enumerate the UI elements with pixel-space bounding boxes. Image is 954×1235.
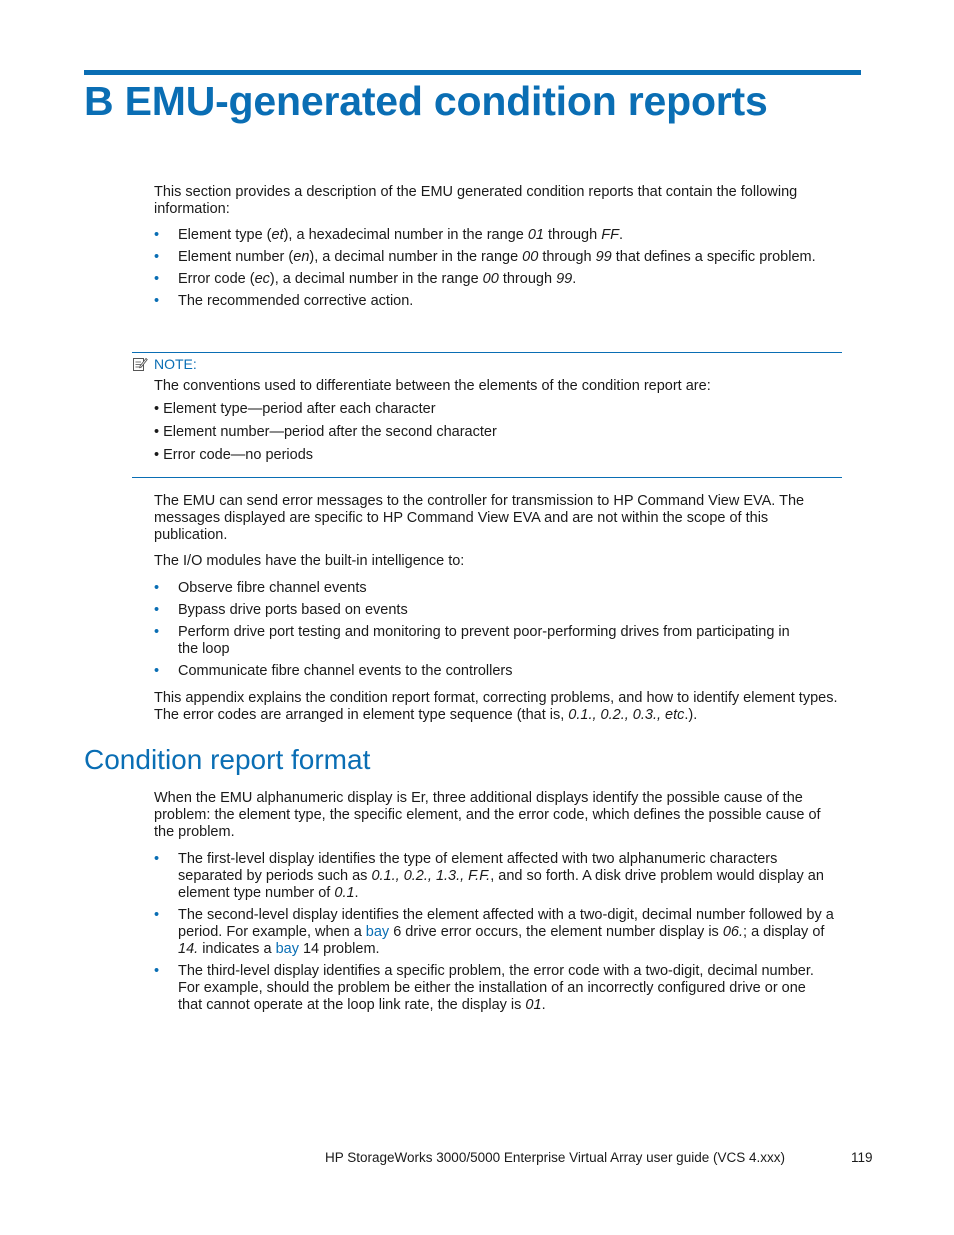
note-body (154, 378, 842, 464)
bullet-icon: • (154, 293, 160, 309)
list-item: • Perform drive port testing and monitoring to prevent poor-performing drives from participating in the loop (154, 624, 790, 657)
bullet-icon: • (154, 963, 160, 979)
list-item: • The recommended corrective action. (154, 293, 414, 309)
note-pencil-icon (132, 356, 148, 372)
bullet-icon: • (154, 227, 160, 243)
appendix-paragraph: This appendix explains the condition report format, correcting problems, and how to identify element types. The error codes are arranged in element type sequence (that is, 0.1., 0.2., 0.3., etc.). (154, 690, 838, 723)
bullet-icon: • (154, 580, 160, 596)
note-item: • Element number—period after the second character (154, 424, 497, 440)
io-section (154, 493, 844, 724)
intro-paragraph: This section provides a description of the EMU generated condition reports that contain the following information: (154, 184, 798, 217)
bullet-icon: • (154, 663, 160, 679)
note-item: • Element type—period after each character (154, 401, 436, 417)
note-header (132, 356, 842, 372)
note-top-rule (132, 352, 842, 353)
list-item: • Error code (ec), a decimal number in the range 00 through 99. (154, 271, 577, 287)
io-intro-paragraph: The I/O modules have the built-in intelligence to: (154, 553, 465, 569)
page-number: 119 (851, 1150, 873, 1165)
note-text: The conventions used to differentiate between the elements of the condition report are: (154, 378, 711, 394)
section-title: Condition report format (84, 744, 371, 775)
bullet-icon: • (154, 271, 160, 287)
intro-section (154, 184, 844, 310)
list-item: • Element type (et), a hexadecimal number in the range 01 through FF. (154, 227, 623, 243)
footer-doc-title: HP StorageWorks 3000/5000 Enterprise Virtual Array user guide (VCS 4.xxx) (325, 1150, 785, 1165)
io-list (154, 580, 844, 680)
condition-format-section (154, 790, 844, 1014)
display-level-list (154, 851, 844, 1014)
list-item: • Bypass drive ports based on events (154, 602, 408, 618)
list-item: • Observe fibre channel events (154, 580, 367, 596)
section-intro: When the EMU alphanumeric display is Er, three additional displays identify the possible cause of the problem: the element type, the specific element, and the error code, which defines the possible cause of the problem. (154, 790, 821, 840)
list-item: • Element number (en), a decimal number in the range 00 through 99 that defines a specific problem. (154, 249, 816, 265)
bullet-icon: • (154, 851, 160, 867)
bullet-icon: • (154, 907, 160, 923)
bay-link[interactable]: bay (275, 941, 299, 957)
emu-paragraph: The EMU can send error messages to the controller for transmission to HP Command View EVA. The messages displayed are specific to HP Command View EVA and are not within the scope of this publication. (154, 493, 805, 543)
bay-link[interactable]: bay (365, 924, 390, 940)
note-item: • Error code—no periods (154, 447, 314, 463)
element-list (154, 227, 844, 310)
note-bottom-rule (132, 477, 842, 478)
bullet-icon: • (154, 624, 160, 640)
list-item: • The third-level display identifies a specific problem, the error code with a two-digit, decimal number. For example, should the problem be either the installation of an incorrectly configured drive or one that cannot operate at the loop link rate, the display is 01. (154, 963, 814, 1013)
list-item: • The first-level display identifies the type of element affected with two alphanumeric characters separated by periods such as 0.1., 0.2., 1.3., F.F., and so forth. A disk drive problem would display an element type number of 0.1. (154, 851, 824, 901)
list-item: • The second-level display identifies the element affected with a two-digit, decimal number followed by a period. For example, when a bay 6 drive error occurs, the element number display is 06.; a display of 14. indicates a bay 14 problem. (154, 907, 834, 957)
chapter-title: B EMU-generated condition reports (84, 78, 768, 124)
bullet-icon: • (154, 602, 160, 618)
note-label: NOTE: (154, 356, 197, 372)
note-box (132, 352, 842, 478)
bullet-icon: • (154, 249, 160, 265)
chapter-rule (84, 70, 861, 75)
list-item: • Communicate fibre channel events to the controllers (154, 663, 513, 679)
